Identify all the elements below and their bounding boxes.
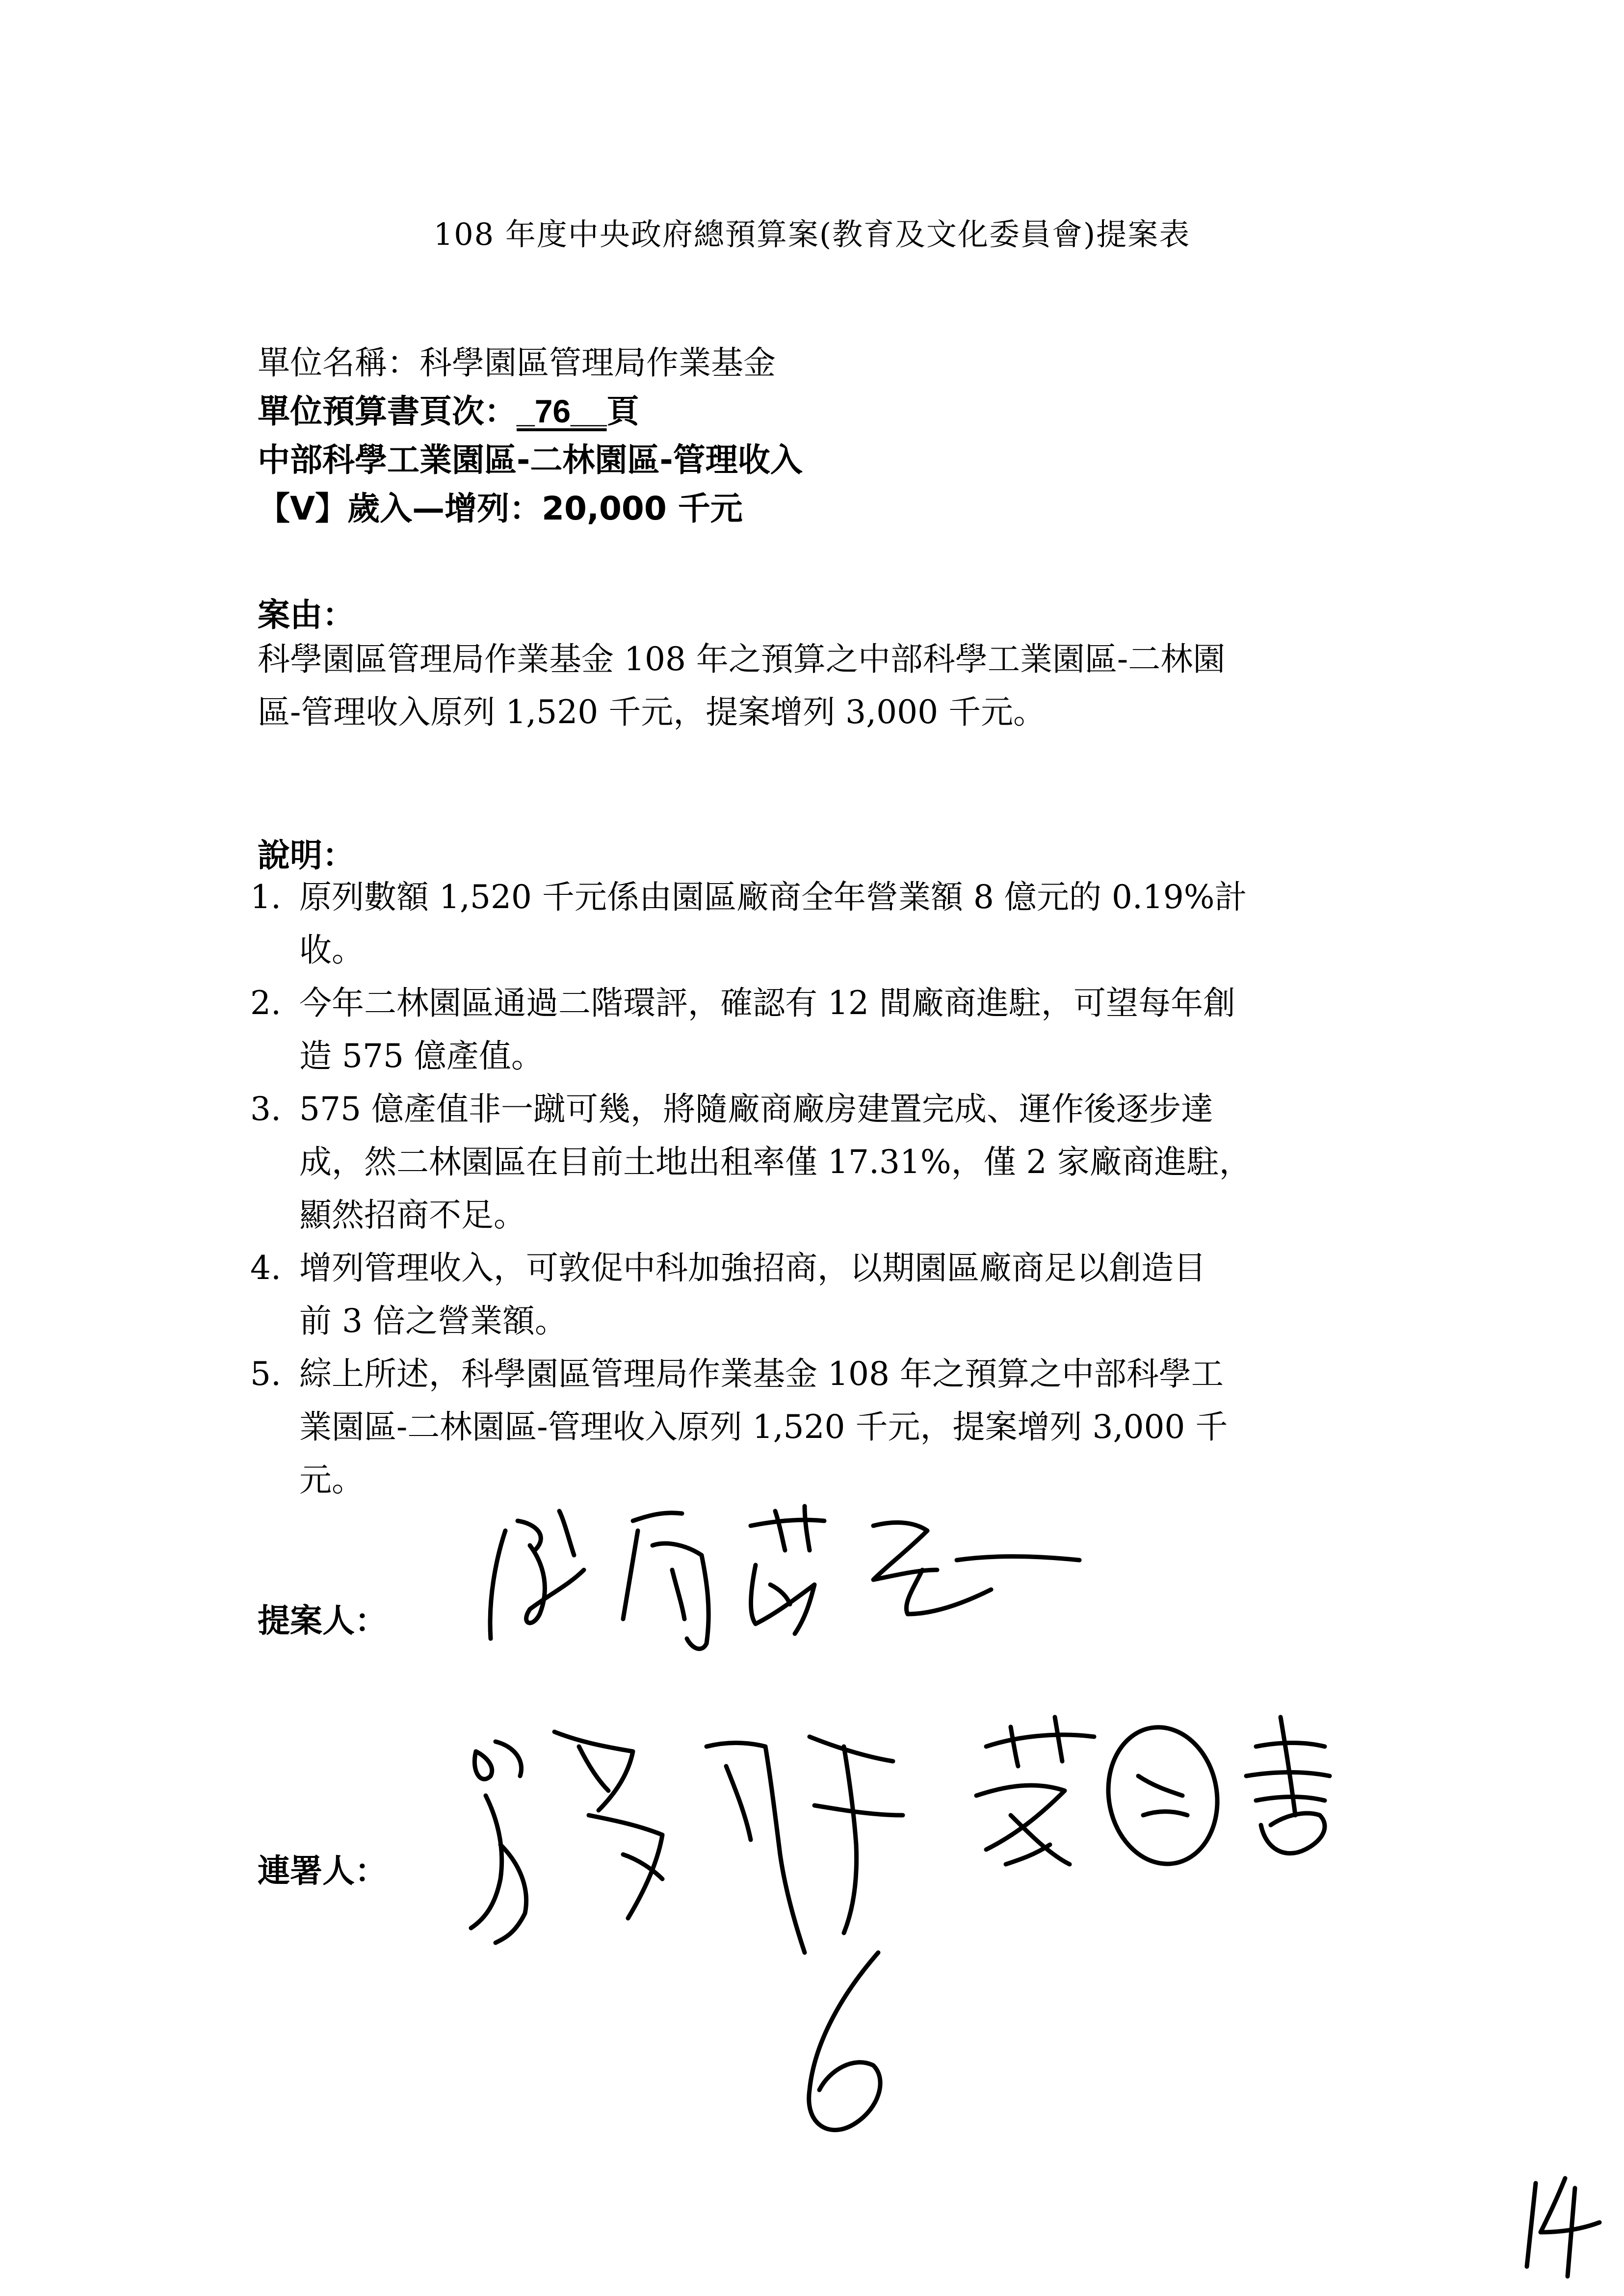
list-number: 1.	[250, 878, 281, 916]
list-item	[250, 1083, 1452, 1242]
list-line: 元。	[299, 1461, 364, 1499]
list-line: 今年二林園區通過二階環評，確認有 12 間廠商進駐，可望每年創	[299, 984, 1235, 1022]
proposer-label: 提案人：	[258, 1602, 387, 1640]
list-number: 4.	[250, 1249, 281, 1287]
reason-line: 區-管理收入原列 1,520 千元，提案增列 3,000 千元。	[258, 693, 1046, 731]
list-line: 成，然二林園區在目前土地出租率僅 17.31%，僅 2 家廠商進駐，	[299, 1143, 1252, 1181]
revenue-line	[258, 484, 1435, 533]
list-line: 綜上所述，科學園區管理局作業基金 108 年之預算之中部科學工	[299, 1355, 1224, 1393]
budget-item: 中部科學工業園區-二林園區-管理收入	[258, 441, 803, 479]
budget-page-number: _76__	[517, 393, 607, 429]
list-line: 原列數額 1,520 千元係由園區廠商全年營業額 8 億元的 0.19%計	[299, 878, 1247, 916]
cosigner-label: 連署人：	[258, 1852, 387, 1890]
list-number: 5.	[250, 1355, 281, 1393]
header-block	[258, 339, 1435, 533]
list-number: 3.	[250, 1090, 281, 1128]
check-mark: 【V】	[258, 490, 348, 527]
revenue-text: 歲入—增列：20,000 千元	[347, 490, 743, 527]
list-line: 造 575 億產值。	[299, 1037, 544, 1075]
handwritten-count	[809, 1953, 880, 2130]
list-item	[250, 1348, 1452, 1507]
budget-page-line	[258, 387, 1435, 436]
list-item	[250, 1242, 1452, 1348]
list-item	[250, 977, 1452, 1083]
list-item	[250, 871, 1452, 977]
page-title: 108 年度中央政府總預算案(教育及文化委員會)提案表	[433, 216, 1191, 252]
explanation-label: 說明：	[258, 836, 355, 874]
proposer-signature	[490, 1506, 1079, 1649]
list-line: 收。	[299, 931, 364, 969]
list-number: 2.	[250, 984, 281, 1022]
unit-name: 單位名稱：科學園區管理局作業基金	[258, 344, 776, 382]
reason-label: 案由：	[258, 596, 355, 634]
budget-page-suffix: 頁	[606, 392, 639, 430]
list-line: 前 3 倍之營業額。	[299, 1302, 567, 1340]
reason-text	[258, 633, 1435, 739]
cosigner-signature	[471, 1717, 1330, 1953]
budget-page-prefix: 單位預算書頁次：	[258, 392, 517, 430]
list-line: 顯然招商不足。	[299, 1196, 526, 1234]
list-line: 575 億產值非一蹴可幾，將隨廠商廠房建置完成、運作後逐步達	[299, 1090, 1213, 1128]
list-line: 增列管理收入，可敦促中科加強招商，以期園區廠商足以創造目	[299, 1249, 1206, 1287]
explanation-list	[250, 871, 1452, 1507]
reason-line: 科學園區管理局作業基金 108 年之預算之中部科學工業園區-二林園	[258, 640, 1226, 678]
list-line: 業園區-二林園區-管理收入原列 1,520 千元，提案增列 3,000 千	[299, 1408, 1228, 1446]
handwritten-page-number	[1527, 2178, 1599, 2276]
